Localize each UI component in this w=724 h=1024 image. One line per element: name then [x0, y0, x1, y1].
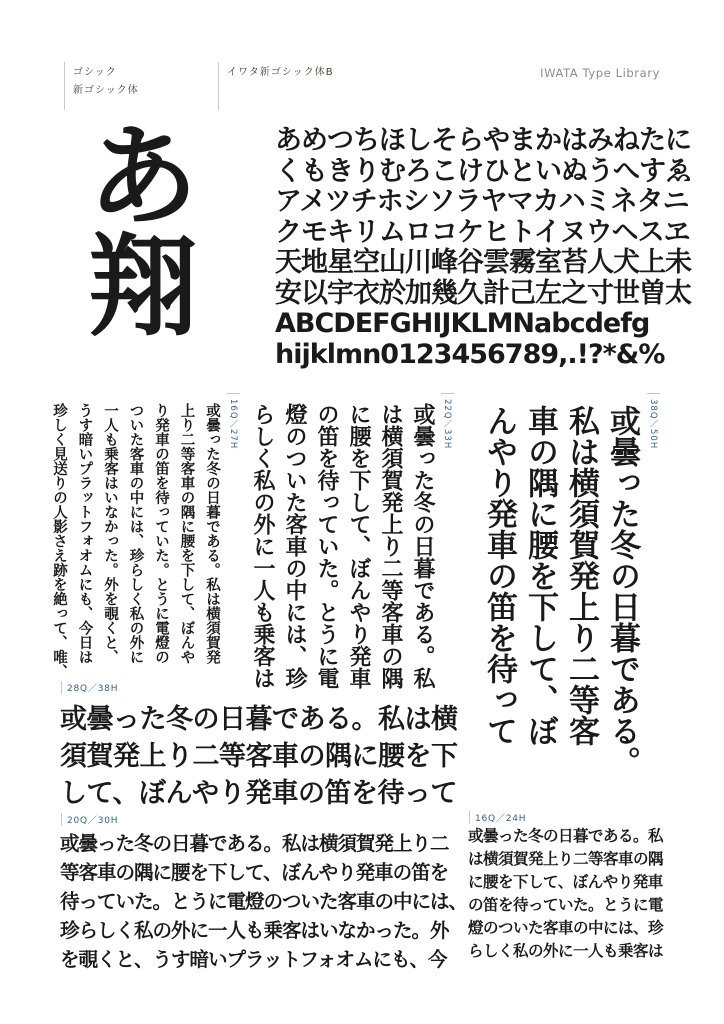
text-column: 私は横須賀発上り二等客 [563, 405, 599, 746]
size-label-16q [226, 393, 240, 449]
label-tick [227, 393, 240, 394]
size-label-22q [440, 393, 454, 449]
vertical-sample-16q [46, 393, 240, 683]
text-column: らしく私の外に一人も乗客は [250, 403, 275, 689]
display-char-sho: 翔 [88, 223, 198, 351]
vertical-sample-38q [478, 393, 660, 781]
text-column: は横須賀発上り二等客車の隅 [378, 403, 403, 689]
size-label-16q24 [469, 810, 526, 824]
text-line: 等客車の隅に腰を下して、ぼんやり発車の笛を [60, 861, 449, 884]
size-label-text: 38Q／50H [648, 399, 658, 450]
text-line: 待っていた。とうに電燈のついた客車の中には、 [60, 890, 468, 913]
text-line: して、ぼんやり発車の笛を待って [60, 778, 457, 809]
text-line: を覗くと、うす暗いプラットフォオムにも、今 [60, 948, 447, 971]
label-tick [441, 393, 454, 394]
size-label-text: 22Q／33H [442, 399, 452, 450]
display-characters [88, 113, 198, 351]
text-line: 燈のついた客車の中には、珍 [468, 919, 664, 937]
text-column: 或曇った冬の日暮である。 [604, 405, 640, 777]
vertical-sample-22q [250, 393, 454, 693]
size-label-20q [61, 812, 118, 826]
text-column: 珍しく見送りの人影さえ跡を絶って、唯、 [51, 403, 67, 679]
text-column: うす暗いプラットフォオムにも、今日は [76, 403, 93, 664]
size-label-38q [646, 393, 660, 449]
charset-line: ABCDEFGHIJKLMNabcdefg [275, 308, 650, 339]
vertical-text-22q [246, 403, 438, 691]
text-line: に腰を下して、ぼんやり発車 [468, 873, 663, 891]
charset-line: クモキリムロコケヒトイヌウヘスヱ [275, 216, 690, 248]
text-line: 須賀発上り二等客車の隅に腰を下 [60, 741, 458, 772]
text-line: は横須賀発上り二等客車の隅 [468, 850, 664, 868]
size-label-text: 20Q／30H [67, 815, 119, 826]
size-label-text: 16Q／24H [475, 813, 527, 824]
category-line-1: ゴシック [73, 67, 117, 78]
text-line: 或曇った冬の日暮である。私は横須賀発上り二 [60, 832, 449, 855]
text-column: 一人も乗客はいなかった。外を覗くと、 [102, 403, 118, 664]
text-column: 或曇った冬の日暮である。私は横須賀発 [204, 403, 220, 664]
charset-line: hijklmn0123456789,.!?*&% [275, 338, 665, 370]
size-label-28q [61, 680, 118, 694]
library-name: IWATA Type Library [540, 66, 660, 80]
text-column: り発車の笛を待っていた。とうに電燈の [153, 403, 169, 664]
text-line: の笛を待っていた。とうに電 [468, 896, 664, 914]
text-column: 燈のついた客車の中には、珍 [282, 403, 307, 689]
text-line: 或曇った冬の日暮である。私 [468, 827, 664, 845]
charset-block [275, 126, 705, 370]
vertical-text-16q [46, 403, 225, 681]
charset-line: くもきりむろこけひといぬうへすゑ [275, 155, 691, 187]
vertical-text-38q [478, 405, 642, 781]
text-column: に腰を下して、ぼんやり発車 [346, 403, 371, 689]
text-line: 或曇った冬の日暮である。私は横 [60, 704, 458, 735]
font-name-jp: イワタ新ゴシック体B [227, 67, 334, 78]
label-tick [469, 811, 470, 824]
horizontal-text-28q [60, 701, 458, 812]
charset-line: 安以宇衣於加幾久計己左之寸世曽太 [275, 277, 691, 309]
display-char-a: あ [88, 113, 198, 241]
text-column: 或曇った冬の日暮である。私 [410, 403, 435, 689]
label-tick [61, 681, 62, 694]
text-column: ついた客車の中には、珍らしく私の外に [127, 403, 144, 664]
label-tick [61, 813, 62, 826]
header-category [73, 64, 139, 100]
charset-line: 天地星空山川峰谷雲霧室苔人犬上未 [275, 247, 691, 278]
category-line-2: 新ゴシック体 [73, 85, 139, 96]
charset-line: あめつちほしそらやまかはみねたに [275, 125, 691, 156]
size-label-text: 16Q／27H [228, 399, 238, 450]
text-line: 珍らしく私の外に一人も乗客はいなかった。外 [60, 919, 449, 942]
text-column: の笛を待っていた。とうに電 [314, 403, 339, 689]
size-label-text: 28Q／38H [67, 683, 119, 694]
text-column: 上り二等客車の隅に腰を下して、ぼんや [178, 403, 195, 664]
header-rule-mid [218, 62, 219, 110]
header-rule-left [64, 62, 65, 110]
text-column: 車の隅に腰を下して、ぼ [522, 405, 558, 746]
text-line: らしく私の外に一人も乗客は [468, 942, 664, 960]
horizontal-text-20q [60, 829, 467, 974]
horizontal-text-16q24 [468, 825, 663, 963]
charset-line: アメツチホシソラヤマカハミネタニ [275, 186, 689, 217]
label-tick [647, 393, 660, 394]
text-column: んやり発車の笛を待って [481, 405, 517, 746]
